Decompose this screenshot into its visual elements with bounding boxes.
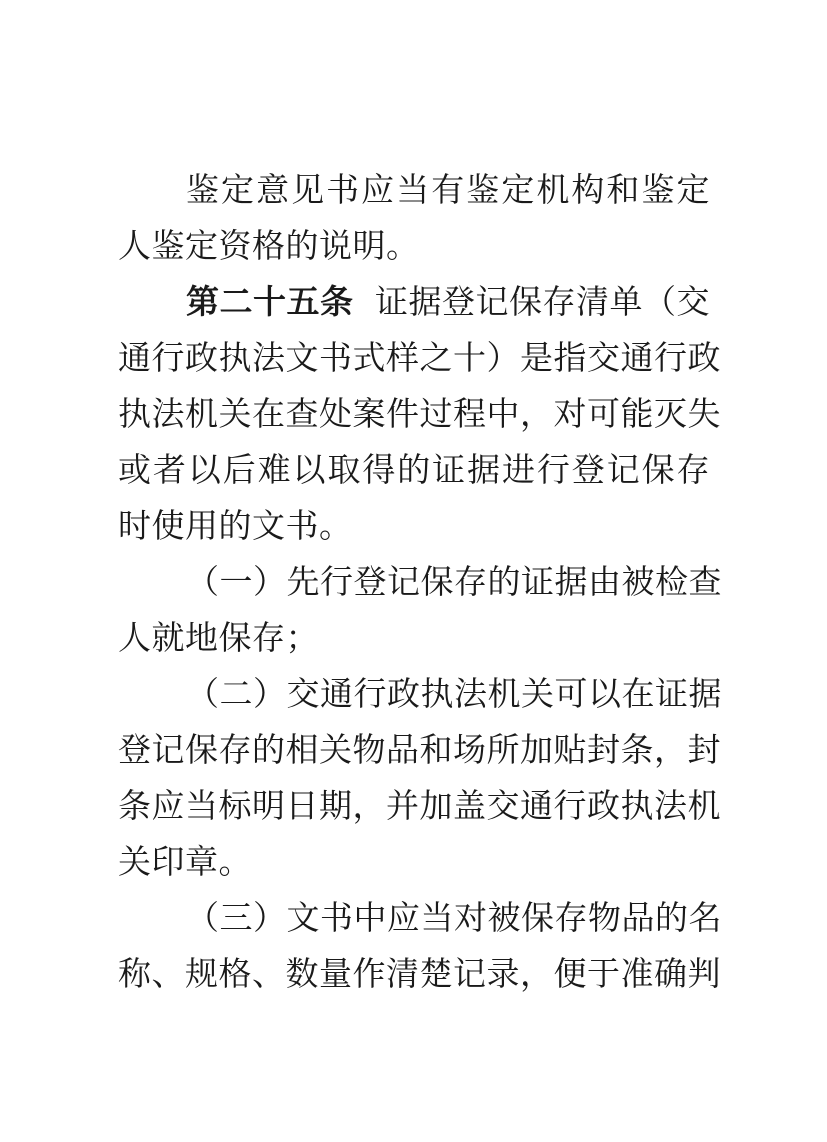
paragraph-line: 登记保存的相关物品和场所加贴封条，封	[118, 730, 721, 769]
article-number: 第二十五条	[186, 282, 354, 321]
paragraph-line: 条应当标明日期，并加盖交通行政执法机	[118, 786, 721, 825]
paragraph-line: 鉴定意见书应当有鉴定机构和鉴定	[186, 170, 710, 209]
paragraph-line: 人鉴定资格的说明。	[118, 226, 420, 265]
paragraph-line: 通行政执法文书式样之十）是指交通行政	[118, 338, 721, 377]
paragraph-line: 称、规格、数量作清楚记录，便于准确判	[118, 954, 721, 993]
paragraph-line: （一）先行登记保存的证据由被检查	[186, 562, 722, 601]
paragraph-line: （二）交通行政执法机关可以在证据	[186, 674, 722, 713]
paragraph-line: 人就地保存；	[118, 618, 319, 657]
article-title-text: 证据登记保存清单（交	[375, 282, 710, 321]
paragraph-line: 时使用的文书。	[118, 506, 353, 545]
paragraph-line: 或者以后难以取得的证据进行登记保存	[118, 450, 710, 489]
article-heading-line	[186, 278, 710, 326]
paragraph-line: 执法机关在查处案件过程中，对可能灭失	[118, 394, 721, 433]
paragraph-line: 关印章。	[118, 842, 252, 881]
paragraph-line: （三）文书中应当对被保存物品的名	[186, 898, 722, 937]
